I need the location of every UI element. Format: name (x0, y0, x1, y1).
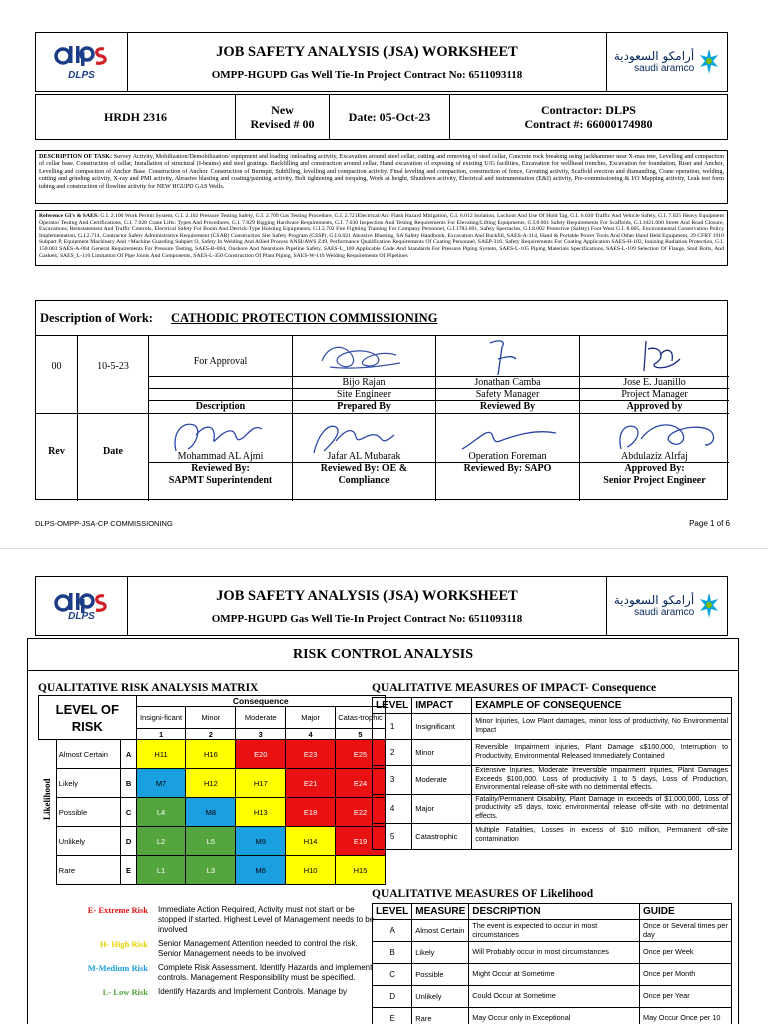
likelihood-row (373, 964, 732, 986)
sapo-role: Reviewed By: SAPO (463, 463, 552, 474)
dlps-logo-page2 (36, 577, 128, 635)
likelihood-name: Almost Certain (56, 740, 121, 769)
risk-cell-e24: E24 (336, 769, 386, 798)
consequence-col-4: Major (286, 707, 336, 729)
consequence-header: Consequence (136, 696, 385, 707)
risk-cell-m9: M9 (236, 827, 286, 856)
likelihood-letter: E (121, 856, 136, 885)
approved-by-name: Jose E. Juanillo (623, 377, 686, 388)
impact-level: 4 (373, 794, 412, 823)
risk-cell-h13: H13 (236, 798, 286, 827)
impact-table (372, 697, 732, 850)
approved-by-role: Project Manager (621, 389, 688, 400)
work-label: Description of Work: (40, 310, 153, 325)
dlps-logo-mark (54, 44, 110, 72)
likelihood-name: Rare (56, 856, 121, 885)
likelihood-header-3: DESCRIPTION (469, 904, 640, 920)
risk-cell-e19: E19 (336, 827, 386, 856)
likelihood-title: QUALITATIVE MEASURES OF Likelihood (372, 888, 594, 900)
superintendent-role-line2: SAPMT Superintendent (168, 475, 273, 486)
likelihood-header-2: MEASURE (412, 904, 469, 920)
consequence-col-2: Minor (186, 707, 236, 729)
risk-cell-m6: M6 (236, 856, 286, 885)
matrix-row (39, 740, 386, 769)
risk-cell-e22: E22 (336, 798, 386, 827)
legend-item (38, 987, 388, 997)
page-separator (0, 548, 768, 549)
risk-cell-h17: H17 (236, 769, 286, 798)
impact-name: Moderate (412, 766, 472, 795)
contract-subtitle-page2: OMPP-HGUPD Gas Well Tie-In Project Contract No: 6511093118 (211, 612, 523, 625)
likelihood-letter: A (121, 740, 136, 769)
risk-cell-h12: H12 (186, 769, 236, 798)
likelihood-level: D (373, 986, 412, 1008)
jsa-title: JOB SAFETY ANALYSIS (JSA) WORKSHEET (216, 43, 518, 60)
senior-engineer-role-line1: Approved By: (624, 463, 685, 474)
info-row (35, 94, 728, 140)
legend-text: Identify Hazards and Implement Controls. Manage by (158, 987, 347, 996)
impact-row (373, 766, 732, 795)
date-label: Date (103, 446, 123, 457)
legend-label: L- Low Risk (102, 987, 148, 997)
task-description-text: Survey Activity, Mobilization/Demobilization/ equipment and loading /unloading activity, Excavation around steel cellar, cutting and removing of steel cellar, Concrete rock breaking using jackhammer near X-mas tree, Levelling and compaction of cellar base. Construction of cellar, Installation of structural (I-beams) and steel gratings. Backfilling and construction around cellar, Hand excavation of exposing of existing U/G facilities, Excavation for wellhead trenches, Excavation for foundation, Riser and Anchor, Levelling and compaction of Anchor Base. Construction of Anchor. Construction of Burmpit, Subfilling, levelling and compaction activity. Final leveling and compaction, construction of fence, Grouting activity, Scaffold erection and dismantling, Crane operation, welding, cutting and grinding activity, X-ray and PMI activity, Abrasive blasting and coating/painting activity, Bolt tightening and torquing, Work at height, Shutdown activity, Electrical and instrumentation (E&I) activity, Pre-commissioning & I/O Mapping activity, Leak test form tubing and construction of flowline activity for NEW HGUPD GAS Wells. (39, 153, 724, 190)
page1-header (35, 32, 728, 92)
contract-number: Contract #: 66000174980 (524, 117, 653, 131)
contractor-name: Contractor: DLPS (541, 103, 636, 117)
prepared-by-name: Bijo Rajan (342, 377, 386, 388)
risk-cell-e20: E20 (236, 740, 286, 769)
task-description-label: DESCRIPTION OF TASK: (39, 153, 113, 160)
likelihood-letter: C (121, 798, 136, 827)
contract-subtitle: OMPP-HGUPD Gas Well Tie-In Project Contract No: 6511093118 (211, 68, 523, 81)
impact-row (373, 823, 732, 849)
impact-row (373, 714, 732, 740)
likelihood-measure: Rare (412, 1008, 469, 1024)
risk-cell-m7: M7 (136, 769, 186, 798)
impact-row (373, 794, 732, 823)
header-prepared-by: Prepared By (337, 401, 391, 412)
legend-label: H- High Risk (99, 939, 148, 949)
rev-date-value: 10-5-23 (97, 361, 129, 372)
likelihood-description: Could Occur at Sometime (469, 986, 640, 1008)
senior-engineer-role-line2: Senior Project Engineer (603, 475, 706, 486)
impact-name: Insignificant (412, 714, 472, 740)
impact-example: Minor Injuries, Low Plant damages, minor loss of productivity, No Environmental Impact (472, 714, 732, 740)
level-of-risk-label: LEVEL OF RISK (39, 696, 137, 740)
task-description (35, 150, 728, 204)
likelihood-name: Likely (56, 769, 121, 798)
legend-label: E- Extreme Risk (87, 905, 148, 915)
reference-label: Reference GI's & SAES: (39, 213, 99, 219)
risk-control-section (27, 638, 739, 1024)
aramco-star-icon-page2 (698, 591, 720, 621)
impact-row (373, 740, 732, 766)
consequence-num-2: 2 (186, 729, 236, 740)
for-approval-text: For Approval (193, 356, 248, 367)
dlps-logo-text: DLPS (68, 69, 95, 81)
legend-label: M-Medium Risk (87, 963, 148, 973)
risk-legend (38, 905, 388, 1001)
impact-level: 2 (373, 740, 412, 766)
likelihood-table (372, 903, 732, 1024)
reviewed-by-role: Safety Manager (475, 389, 540, 400)
aramco-logo (607, 33, 727, 91)
impact-name: Catastrophic (412, 823, 472, 849)
likelihood-measure: Unlikely (412, 986, 469, 1008)
likelihood-letter: B (121, 769, 136, 798)
header-approved-by: Approved by (626, 401, 683, 412)
risk-control-title: RISK CONTROL ANALYSIS (28, 639, 738, 671)
document-date: Date: 05-Oct-23 (330, 95, 450, 139)
signature-jonathan-camba (476, 337, 536, 377)
likelihood-letter: D (121, 827, 136, 856)
matrix-row (39, 827, 386, 856)
dlps-logo-mark-page2 (54, 591, 110, 613)
consequence-col-5: Catas-trophic (336, 707, 386, 729)
likelihood-name: Possible (56, 798, 121, 827)
consequence-col-1: Insigni-ficant (136, 707, 186, 729)
risk-cell-h10: H10 (286, 856, 336, 885)
risk-cell-l4: L4 (136, 798, 186, 827)
legend-text: Complete Risk Assessment. Identify Hazards and implement controls. Management Responsibility must be specified. (158, 963, 373, 982)
aramco-logo-page2 (607, 577, 727, 635)
dlps-logo-text-page2: DLPS (68, 610, 95, 622)
risk-cell-e25: E25 (336, 740, 386, 769)
reference-standards (35, 210, 728, 266)
consequence-col-3: Moderate (236, 707, 286, 729)
signature-jose-juanillo (626, 337, 696, 377)
likelihood-description: May Occur only in Exceptional (469, 1008, 640, 1024)
risk-cell-l5: L5 (186, 827, 236, 856)
likelihood-guide: Once per Year (640, 986, 732, 1008)
aramco-star-icon (698, 47, 720, 77)
risk-cell-h11: H11 (136, 740, 186, 769)
dlps-logo (36, 33, 128, 91)
impact-example: Reversible Impairment injuries, Plant Damage ≤$100,000, Interruption to Productivity, Environmental Released Immediately Contained (472, 740, 732, 766)
legend-text: Immediate Action Required, Activity must not start or be stopped if started. Highest Level of Management needs to be involved (158, 905, 375, 934)
risk-cell-l2: L2 (136, 827, 186, 856)
impact-level: 3 (373, 766, 412, 795)
likelihood-guide: Once or Several times per day (640, 920, 732, 942)
consequence-num-3: 3 (236, 729, 286, 740)
oe-compliance-role-line1: Reviewed By: OE & (320, 463, 408, 474)
impact-header-3: EXAMPLE OF CONSEQUENCE (472, 698, 732, 714)
aramco-arabic-text: أرامكو السعودية (613, 49, 695, 63)
signoff-block (35, 300, 728, 500)
likelihood-guide: Once per Month (640, 964, 732, 986)
impact-name: Minor (412, 740, 472, 766)
likelihood-row (373, 920, 732, 942)
impact-header-2: IMPACT (412, 698, 472, 714)
risk-cell-e21: E21 (286, 769, 336, 798)
rev-value: 00 (51, 361, 62, 372)
risk-cell-l1: L1 (136, 856, 186, 885)
matrix-row (39, 798, 386, 827)
likelihood-measure: Likely (412, 942, 469, 964)
consequence-num-5: 5 (336, 729, 386, 740)
risk-cell-e23: E23 (286, 740, 336, 769)
consequence-num-1: 1 (136, 729, 186, 740)
doc-number: HRDH 2316 (36, 95, 236, 139)
revision-number: Revised # 00 (250, 117, 315, 131)
likelihood-level: A (373, 920, 412, 942)
likelihood-level: C (373, 964, 412, 986)
risk-cell-m8: M8 (186, 798, 236, 827)
risk-cell-h15: H15 (336, 856, 386, 885)
risk-cell-l3: L3 (186, 856, 236, 885)
reference-text: G.I. 2.100 Work Permit System, G.I. 2.102 Pressure Testing Safety, G.I. 2.709 Gas Testing Procedure, G.I. 2.721Electrical/Arc Flash Hazard Mitigation, G.I. 6.012 Isolation, Lockout And Use Of Hold Tag, G.I. 6.030 Traffic And Vehicle Safety, G.I. 7.025 Heavy Equipment Operator Testing And Certifications, G.I. 7.028 Crane Lifts: Types And Procedures, G.I. 7.029 Rigging Hardware Requirements, G.I. 7.030 Inspection And Testing Requirements For Elevating/Lifting Equipments, G.I.8.001 Safety Requirements For Scaffolds, G.I.1021.000 Street And Road Closure, Excavations, Reinstatement And Traffic Controls, Electrical Safety For Boom And Derrick-Type Hoisting Equipments, G.I.2.702 Fire Fighting Training For Company Personnel, G.I.1783.001, Safety Spectacles, G.I.8.002 Protective (Safety) Foot Wear G.I. 8.005, Environmental Conservation Policy Implementation, G.I.2.714, Contractor Safety Administrative Requirement (CSAR) Construction Site Safety Program (CSSP), G.I.6.021 Abrasive Blasting, SA Safety Handbook, Excavation And Backfill, SAES-A-114, Hand & Portable Power Tools And Other Hand Held Equipment, 29 CFRT 1910 Subpart P, Equipment Machinery And <Machine Guarding Subpart O, Safety In Welding And Allied Process ANSI/AWS Z49, Performance Qualification Requirements Of Coating Personnel, SAEP-316, Safety Requirements For Coating Application SAES-H-102, Ionizing Radiation Protection, G.I. 150.003 SAES-A-004 General Requirements For Pressure Testing, SAES-B-064, Onshore And Nearshore Pipeline Safety, SAES-L_100 Applicable Code And Standards For Pressure Piping System, SAES-L-105 Piping Materials Specifications, SAES-L-109 Selection Of Flange, Stud Bolts, And Gaskets, SAES_L-110 Limitation Of Pipe Joints And Components, SAES-L-350 Construction Of Plant Piping, SAES-W-110 Welding Requirements Of Pipelines (39, 213, 724, 259)
impact-level: 1 (373, 714, 412, 740)
new-label: New (271, 103, 294, 117)
impact-example: Fatality/Permanent Disability, Plant Damage in exceeds of $1,000,000, Loss of productivity ≥5 days, toxic environmental release off-site with no detrimental effects. (472, 794, 732, 823)
aramco-english-text-page2: saudi aramco (634, 607, 695, 618)
legend-text: Senior Management Attention needed to control the risk. Senior Management needs to be involved (158, 939, 358, 958)
footer-doc-ref: DLPS-OMPP-JSA-CP COMMISSIONING (35, 519, 173, 528)
impact-header-1: LEVEL (373, 698, 412, 714)
legend-item (38, 963, 388, 983)
page2-header (35, 576, 728, 636)
header-description: Description (195, 401, 246, 412)
impact-example: Multiple Fatalities, Losses in excess of $10 million, Permanent off-site contamination (472, 823, 732, 849)
likelihood-measure: Possible (412, 964, 469, 986)
likelihood-row (373, 1008, 732, 1024)
likelihood-header-4: GUIDE (640, 904, 732, 920)
risk-cell-e18: E18 (286, 798, 336, 827)
impact-title: QUALITATIVE MEASURES OF IMPACT- Consequence (372, 682, 657, 694)
work-description: CATHODIC PROTECTION COMMISSIONING (170, 310, 438, 325)
oe-compliance-name: Jafar AL Mubarak (327, 451, 401, 462)
legend-item (38, 905, 388, 935)
risk-matrix (38, 695, 386, 885)
likelihood-header-1: LEVEL (373, 904, 412, 920)
oe-compliance-role-line2: Compliance (338, 475, 390, 486)
likelihood-row (373, 986, 732, 1008)
likelihood-description: Will Probably occur in most circumstances (469, 942, 640, 964)
likelihood-description: Might Occur at Sometime (469, 964, 640, 986)
aramco-arabic-text-page2: أرامكو السعودية (613, 593, 695, 607)
likelihood-row (373, 942, 732, 964)
rev-label: Rev (48, 446, 65, 457)
impact-level: 5 (373, 823, 412, 849)
likelihood-level: E (373, 1008, 412, 1024)
matrix-row (39, 856, 386, 885)
header-reviewed-by: Reviewed By (479, 401, 536, 412)
jsa-title-page2: JOB SAFETY ANALYSIS (JSA) WORKSHEET (216, 587, 518, 604)
impact-example: Extensive Injuries, Moderate Irreversible impairment injuries, Plant Damages Exceeds $100,000. Loss of productivity 1 to 5 days, Loss of Production, Environmental release off-site with no detrimental effects. (472, 766, 732, 795)
likelihood-name: Unlikely (56, 827, 121, 856)
likelihood-guide: Once per Week (640, 942, 732, 964)
consequence-num-4: 4 (286, 729, 336, 740)
risk-cell-h16: H16 (186, 740, 236, 769)
reviewed-by-name: Jonathan Camba (474, 377, 541, 388)
likelihood-guide: May Occur Once per 10 (640, 1008, 732, 1024)
sapo-name: Operation Foreman (468, 451, 547, 462)
impact-name: Major (412, 794, 472, 823)
aramco-english-text: saudi aramco (634, 63, 695, 74)
likelihood-description: The event is expected to occur in most circumstances (469, 920, 640, 942)
matrix-row (39, 769, 386, 798)
superintendent-role-line1: Reviewed By: (191, 463, 250, 474)
superintendent-name: Mohammad AL Ajmi (177, 451, 264, 462)
likelihood-axis-label: Likelihood (39, 740, 57, 885)
footer-page-number: Page 1 of 6 (689, 519, 730, 528)
likelihood-measure: Almost Certain (412, 920, 469, 942)
signature-bijo-rajan (316, 339, 406, 375)
risk-cell-h14: H14 (286, 827, 336, 856)
senior-engineer-name: Abdulaziz Alrfaj (621, 451, 688, 462)
prepared-by-role: Site Engineer (336, 389, 392, 400)
legend-item (38, 939, 388, 959)
matrix-title: QUALITATIVE RISK ANALYSIS MATRIX (38, 682, 259, 694)
likelihood-level: B (373, 942, 412, 964)
